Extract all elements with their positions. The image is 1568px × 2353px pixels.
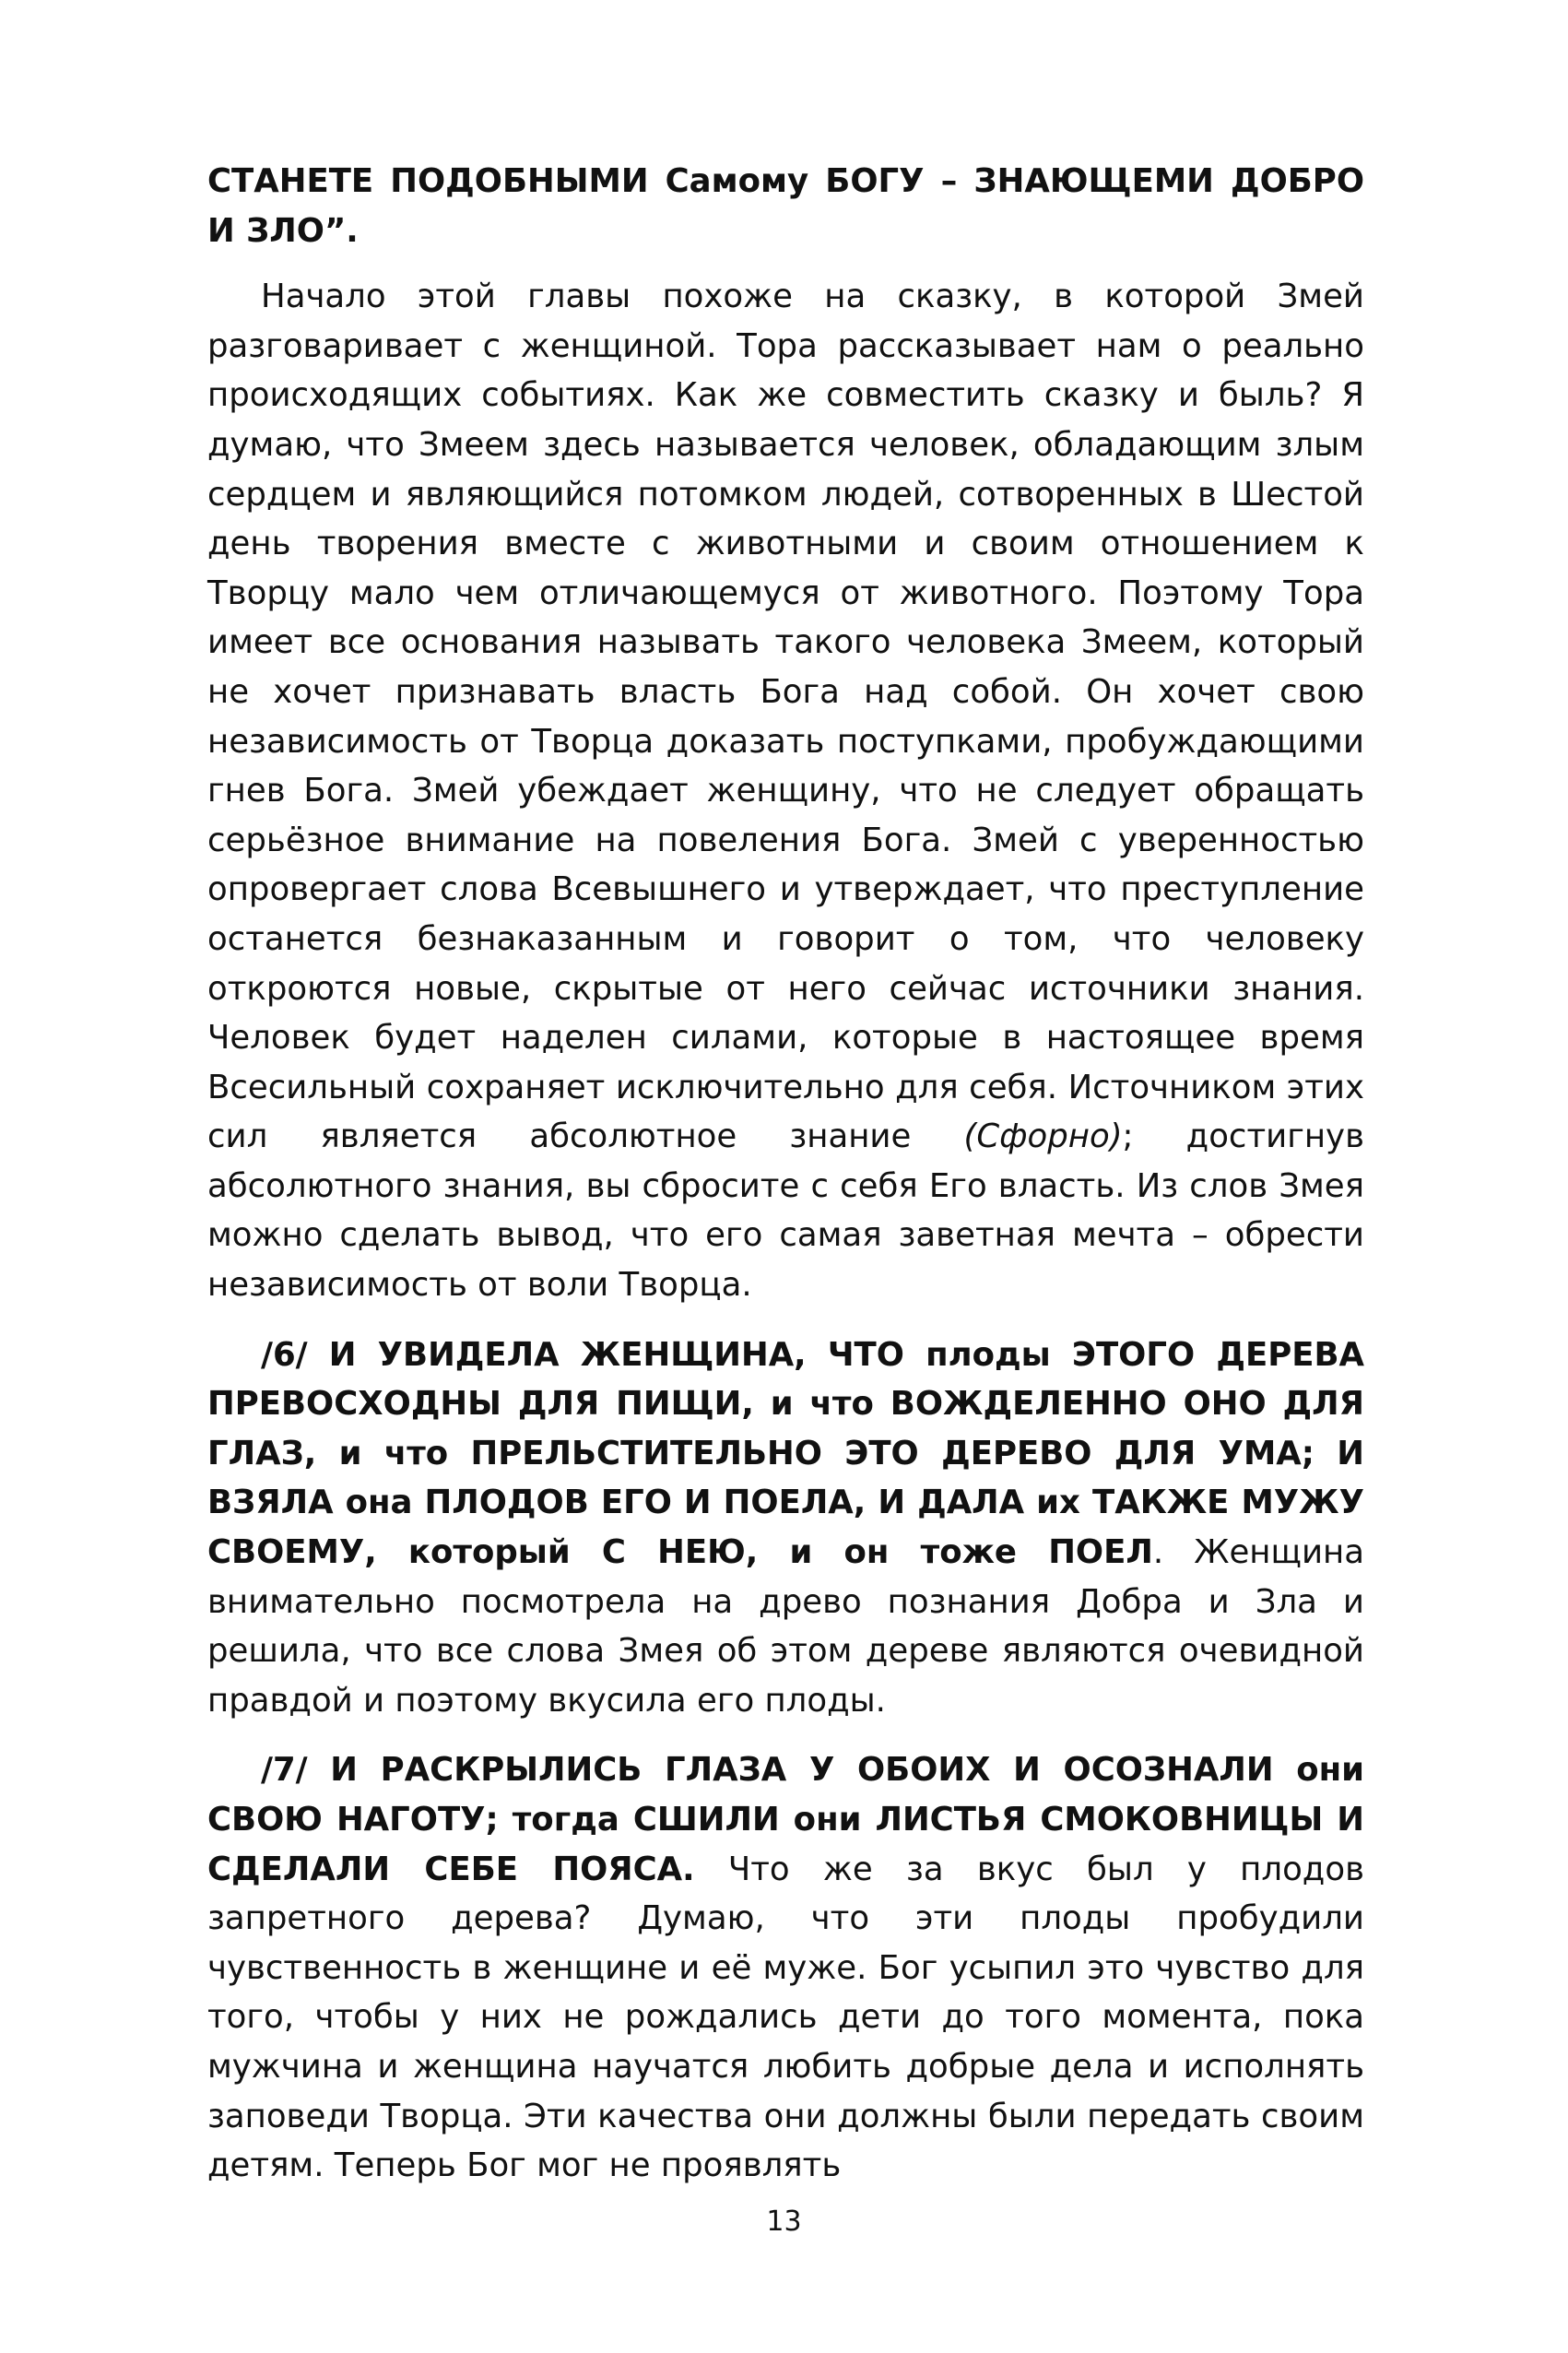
bold-run: СТАНЕТЕ ПОДОБНЫМИ Самому БОГУ – ЗНАЮЩЕМИ ДОБРО И ЗЛО”. bbox=[207, 162, 1364, 250]
bold-run: /7/ И РАСКРЫЛИСЬ ГЛАЗА У ОБОИХ И ОСОЗНАЛИ они СВОЮ НАГОТУ; тогда СШИЛИ они ЛИСТЬЯ СМОКОВНИЦЫ И СДЕЛАЛИ СЕБЕ ПОЯСА. bbox=[207, 1751, 1364, 1888]
paragraph-1 bbox=[207, 157, 1364, 255]
text-run: . Женщина внимательно посмотрела на древо познания Добра и Зла и решила, что все слова Змея об этом дереве являются очевидной правдой и поэтому вкусила его плоды. bbox=[207, 1533, 1364, 1720]
bold-run: /6/ И УВИДЕЛА ЖЕНЩИНА, ЧТО плоды ЭТОГО ДЕРЕВА ПРЕВОСХОДНЫ ДЛЯ ПИЩИ, и что ВОЖДЕЛЕННО ОНО ДЛЯ ГЛАЗ, и что ПРЕЛЬСТИТЕЛЬНО ЭТО ДЕРЕВО ДЛЯ УМА; И ВЗЯЛА она ПЛОДОВ ЕГО И ПОЕЛА, И ДАЛА их ТАКЖЕ МУЖУ СВОЕМУ, который С НЕЮ, и он тоже ПОЕЛ bbox=[207, 1335, 1364, 1572]
paragraph-3 bbox=[207, 1330, 1364, 1726]
text-run: Начало этой главы похоже на сказку, в которой Змей разговаривает с женщиной. Тора рассказывает нам о реально происходящих событиях. Как же совместить сказку и быль? Я думаю, что Змеем здесь называется человек, обладающим злым сердцем и являющийся потомком людей, сотворенных в Шестой день творения вместе с животными и своим отношением к Творцу мало чем отличающемуся от животного. Поэтому Тора имеет все основания называть такого человека Змеем, который не хочет признавать власть Бога над собой. Он хочет свою независимость от Творца доказать поступками, пробуждающими гнев Бога. Змей убеждает женщину, что не следует обращать серьёзное внимание на повеления Бога. Змей с уверенностью опровергает слова Всевышнего и утверждает, что преступление останется безнаказанным и говорит о том, что человеку откроются новые, скрытые от него сейчас источники знания. Человек будет наделен силами, которые в настоящее время Всесильный сохраняет исключительно для себя. Источником этих сил является абсолютное знание bbox=[207, 278, 1364, 1156]
page-body bbox=[207, 157, 1364, 2191]
text-run: ; достигнув абсолютного знания, вы сбросите с себя Его власть. Из слов Змея можно сделать вывод, что его самая заветная мечта – обрести независимость от воли Творца. bbox=[207, 1117, 1364, 1305]
italic-run: (Сфорно) bbox=[963, 1117, 1123, 1156]
paragraph-4 bbox=[207, 1745, 1364, 2190]
text-run: Что же за вкус был у плодов запретного дерева? Думаю, что эти плоды пробудили чувственность в женщине и её муже. Бог усыпил это чувство для того, чтобы у них не рождались дети до того момента, пока мужчина и женщина научатся любить добрые дела и исполнять заповеди Творца. Эти качества они должны были передать своим детям. Теперь Бог мог не проявлять bbox=[207, 1850, 1364, 2185]
page-number: 13 bbox=[766, 2205, 802, 2238]
paragraph-2 bbox=[207, 272, 1364, 1309]
